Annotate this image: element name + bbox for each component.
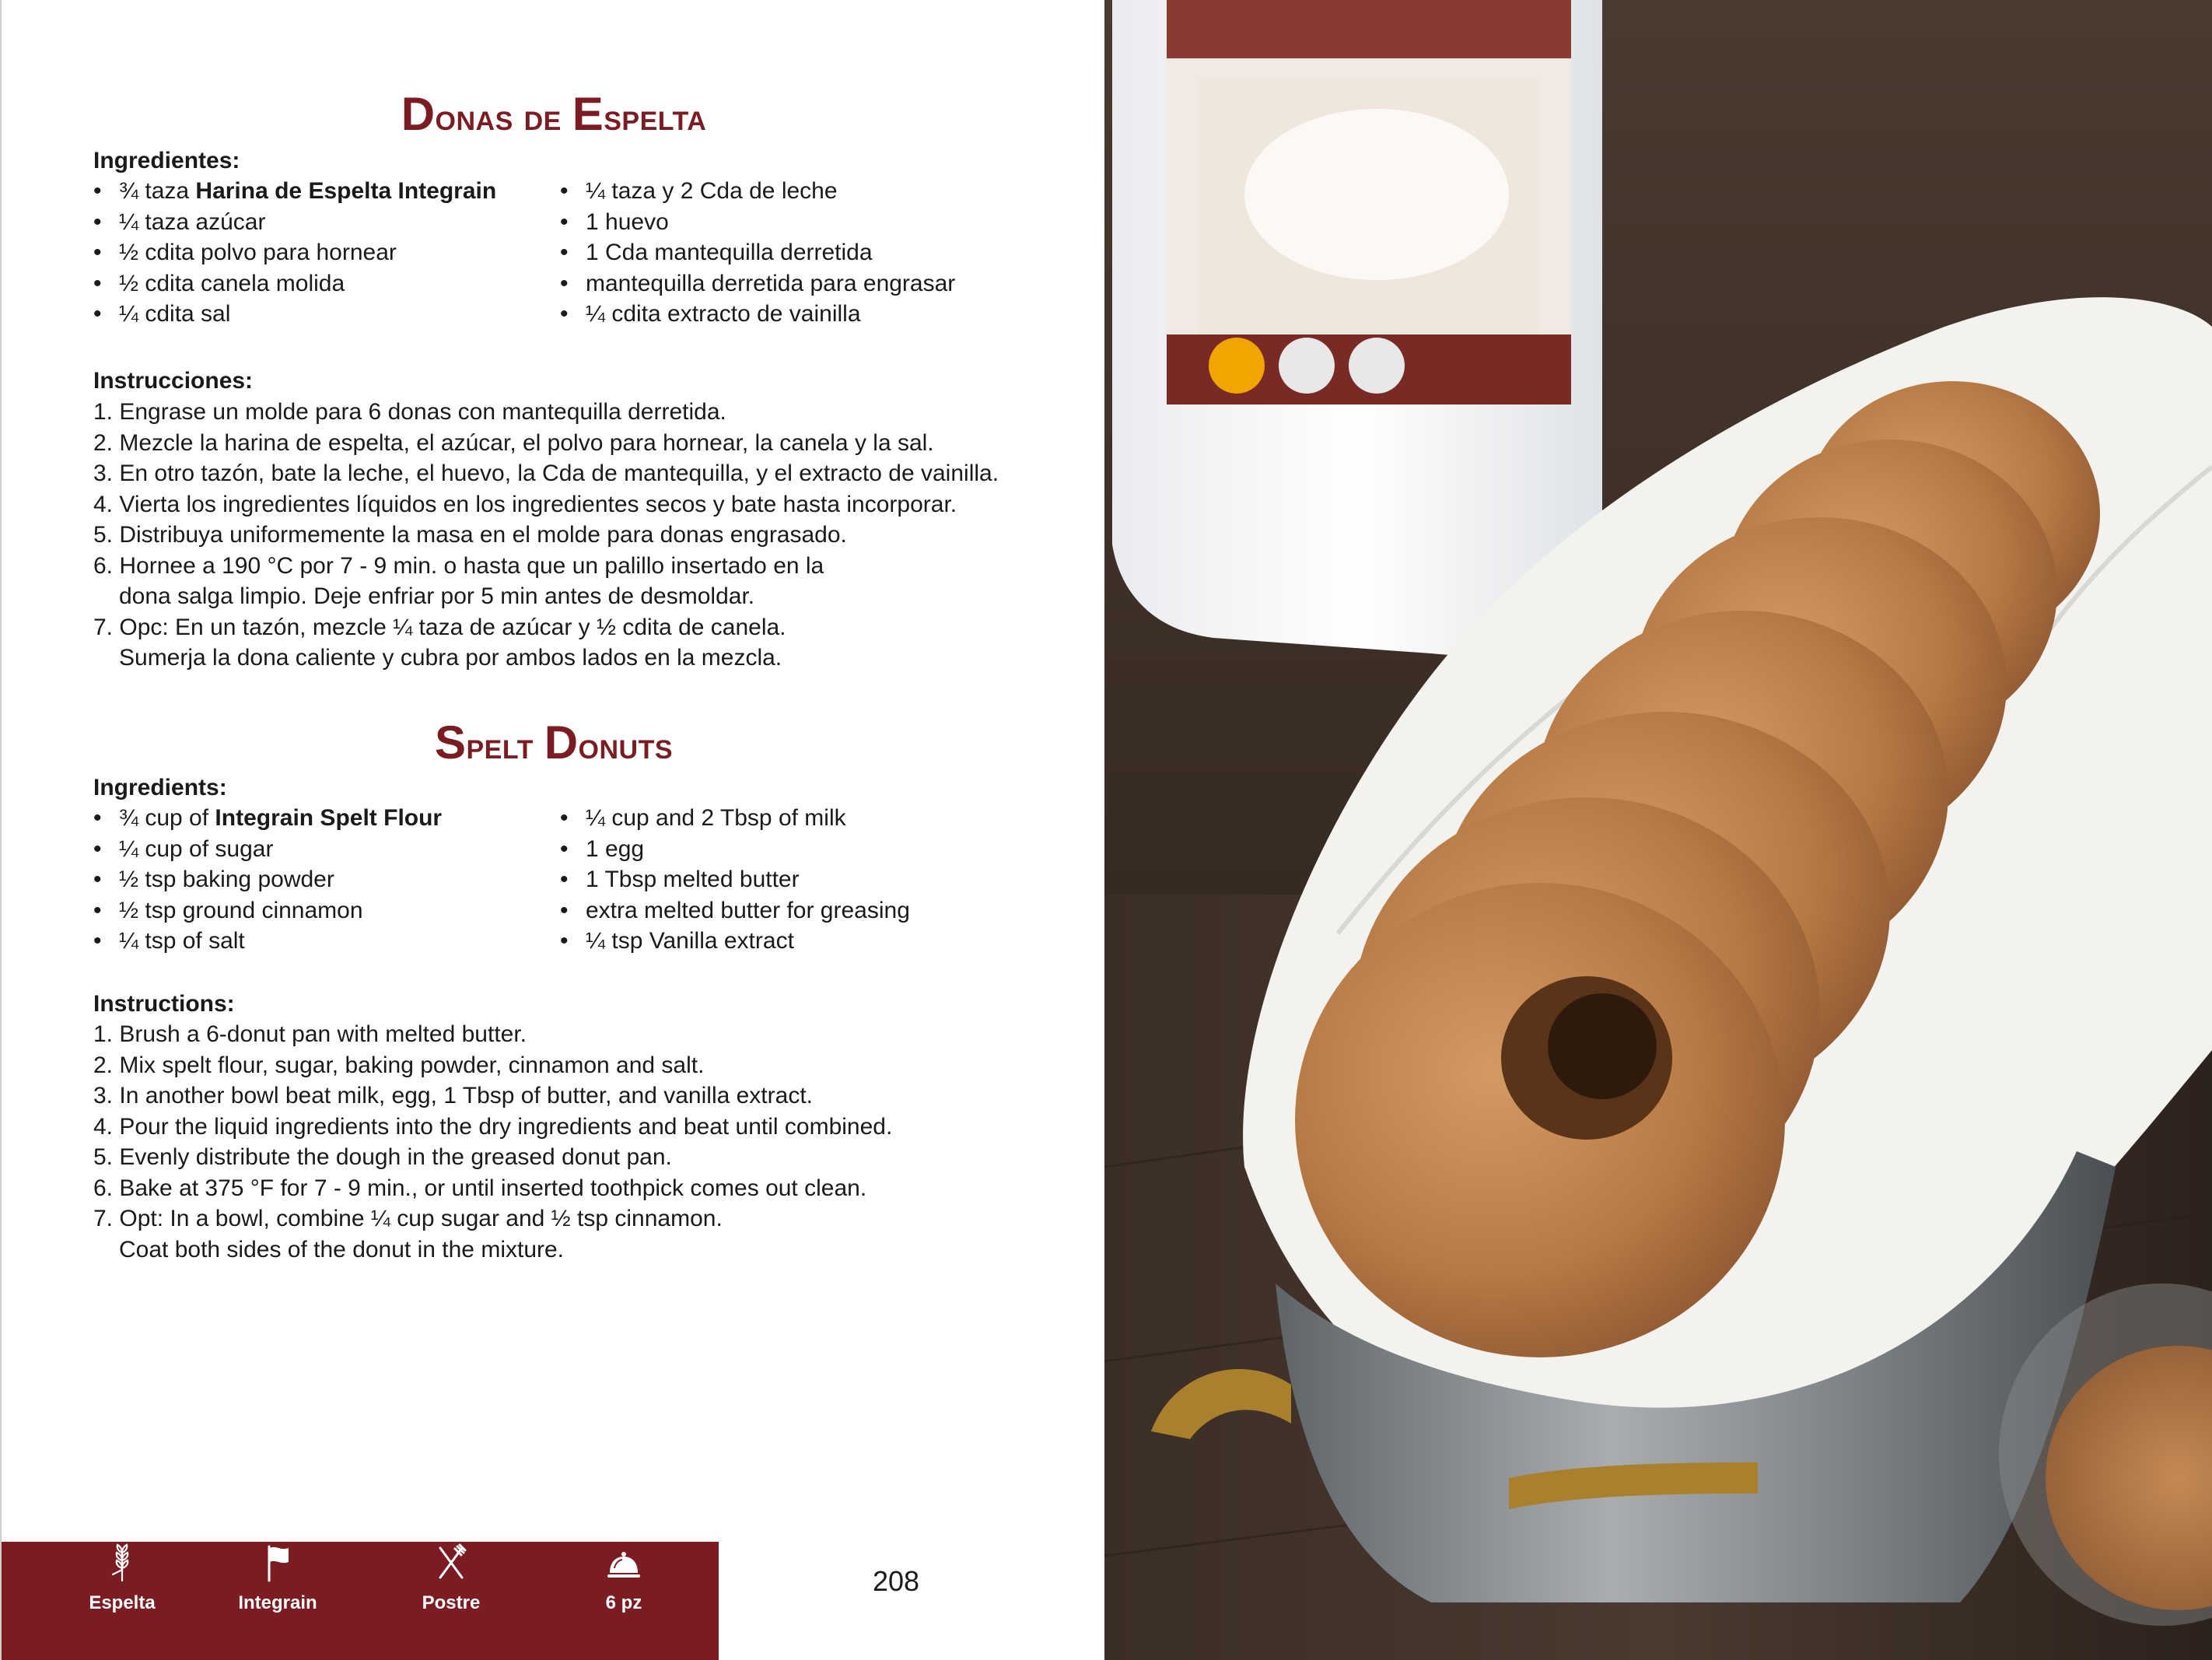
ingredient-item: • ½ tsp baking powder — [93, 864, 442, 895]
ingredient-item: • ¼ cdita sal — [93, 299, 496, 330]
ingredients-list-left-en — [93, 803, 442, 957]
instructions-label-en: Instructions: — [93, 991, 235, 1017]
recipe-info-bar — [2, 1542, 719, 1660]
ingredient-item: • ½ cdita polvo para hornear — [93, 237, 496, 268]
info-item-grain — [52, 1542, 192, 1660]
instructions-label-es: Instrucciones: — [93, 368, 254, 394]
recipe-title-es: Donas de Espelta — [401, 88, 707, 140]
ingredient-item: • ¼ tsp of salt — [93, 926, 442, 957]
ingredients-label-es: Ingredientes: — [93, 148, 240, 173]
ingredient-item: • ¼ cup of sugar — [93, 834, 442, 865]
ingredient-item: • 1 Tbsp melted butter — [560, 864, 910, 895]
ingredient-item: • 1 huevo — [560, 207, 955, 238]
instruction-step: 5. Evenly distribute the dough in the greased donut pan. — [93, 1144, 672, 1170]
ingredients-list-left-es — [93, 176, 496, 330]
ingredients-label-en: Ingredients: — [93, 775, 227, 800]
ingredients-list-right-es — [560, 176, 955, 330]
donut-photo — [1104, 0, 2212, 1660]
info-label-category: Postre — [422, 1592, 481, 1613]
ingredient-item: • ¼ taza azúcar — [93, 207, 496, 238]
ingredient-item: • ¼ taza y 2 Cda de leche — [560, 176, 955, 207]
info-item-servings — [554, 1542, 694, 1660]
ingredient-item: • 1 egg — [560, 834, 910, 865]
instruction-step: 2. Mezcle la harina de espelta, el azúcar, el polvo para hornear, la canela y la sal. — [93, 429, 934, 456]
instruction-step: 1. Brush a 6-donut pan with melted butter. — [93, 1021, 527, 1047]
instruction-step: Coat both sides of the donut in the mixture. — [119, 1236, 565, 1263]
wheat-icon — [105, 1543, 139, 1582]
ingredient-item: • 1 Cda mantequilla derretida — [560, 237, 955, 268]
instruction-step: 4. Vierta los ingredientes líquidos en los ingredientes secos y bate hasta incorporar. — [93, 491, 957, 517]
page-number: 208 — [872, 1565, 920, 1597]
instruction-step: 3. En otro tazón, bate la leche, el huevo, la Cda de mantequilla, y el extracto de vainilla. — [93, 461, 999, 486]
ingredients-list-right-en — [560, 803, 910, 957]
instruction-step: 4. Pour the liquid ingredients into the dry ingredients and beat until combined. — [93, 1113, 893, 1140]
recipe-page — [0, 0, 1104, 1660]
ingredient-item: • mantequilla derretida para engrasar — [560, 268, 955, 299]
instruction-step: 5. Distribuya uniformemente la masa en el molde para donas engrasado. — [93, 522, 847, 548]
instruction-step: 3. In another bowl beat milk, egg, 1 Tbsp of butter, and vanilla extract. — [93, 1083, 813, 1108]
recipe-title-en: Spelt Donuts — [434, 716, 674, 769]
info-label-grain: Espelta — [89, 1592, 156, 1613]
instruction-step: Sumerja la dona caliente y cubra por ambos lados en la mezcla. — [119, 645, 782, 671]
instruction-step: 7. Opc: En un tazón, mezcle ¼ taza de azúcar y ½ cdita de canela. — [93, 614, 786, 640]
instruction-step: 2. Mix spelt flour, sugar, baking powder, cinnamon and salt. — [93, 1052, 705, 1078]
instruction-step: dona salga limpio. Deje enfriar por 5 min antes de desmoldar. — [119, 583, 755, 609]
ingredient-item: • extra melted butter for greasing — [560, 895, 910, 926]
ingredient-item: • ¼ cup and 2 Tbsp of milk — [560, 803, 910, 834]
instructions-list-es — [93, 397, 999, 674]
instruction-step: 6. Bake at 375 °F for 7 - 9 min., or until inserted toothpick comes out clean. — [93, 1175, 867, 1201]
ingredient-item: • ¾ taza Harina de Espelta Integrain — [93, 176, 496, 207]
instruction-step: 7. Opt: In a bowl, combine ¼ cup sugar and ½ tsp cinnamon. — [93, 1206, 723, 1231]
donut-photo-illustration — [1104, 0, 2212, 1660]
ingredient-item: • ¾ cup of Integrain Spelt Flour — [93, 803, 442, 834]
info-item-category — [381, 1542, 521, 1660]
ingredient-item: • ¼ cdita extracto de vainilla — [560, 299, 955, 330]
info-label-brand: Integrain — [238, 1592, 317, 1613]
fork-knife-icon — [434, 1543, 468, 1582]
instruction-step: 1. Engrase un molde para 6 donas con mantequilla derretida. — [93, 399, 726, 425]
ingredient-item: • ½ cdita canela molida — [93, 268, 496, 299]
flag-icon — [261, 1543, 295, 1582]
instructions-list-en — [93, 1019, 892, 1265]
instruction-step: 6. Hornee a 190 °C por 7 - 9 min. o hasta que un palillo insertado en la — [93, 552, 824, 579]
ingredient-item: • ½ tsp ground cinnamon — [93, 895, 442, 926]
info-label-servings: 6 pz — [605, 1592, 642, 1613]
ingredient-item: • ¼ tsp Vanilla extract — [560, 926, 910, 957]
cloche-icon — [607, 1543, 641, 1582]
info-item-brand — [208, 1542, 348, 1660]
